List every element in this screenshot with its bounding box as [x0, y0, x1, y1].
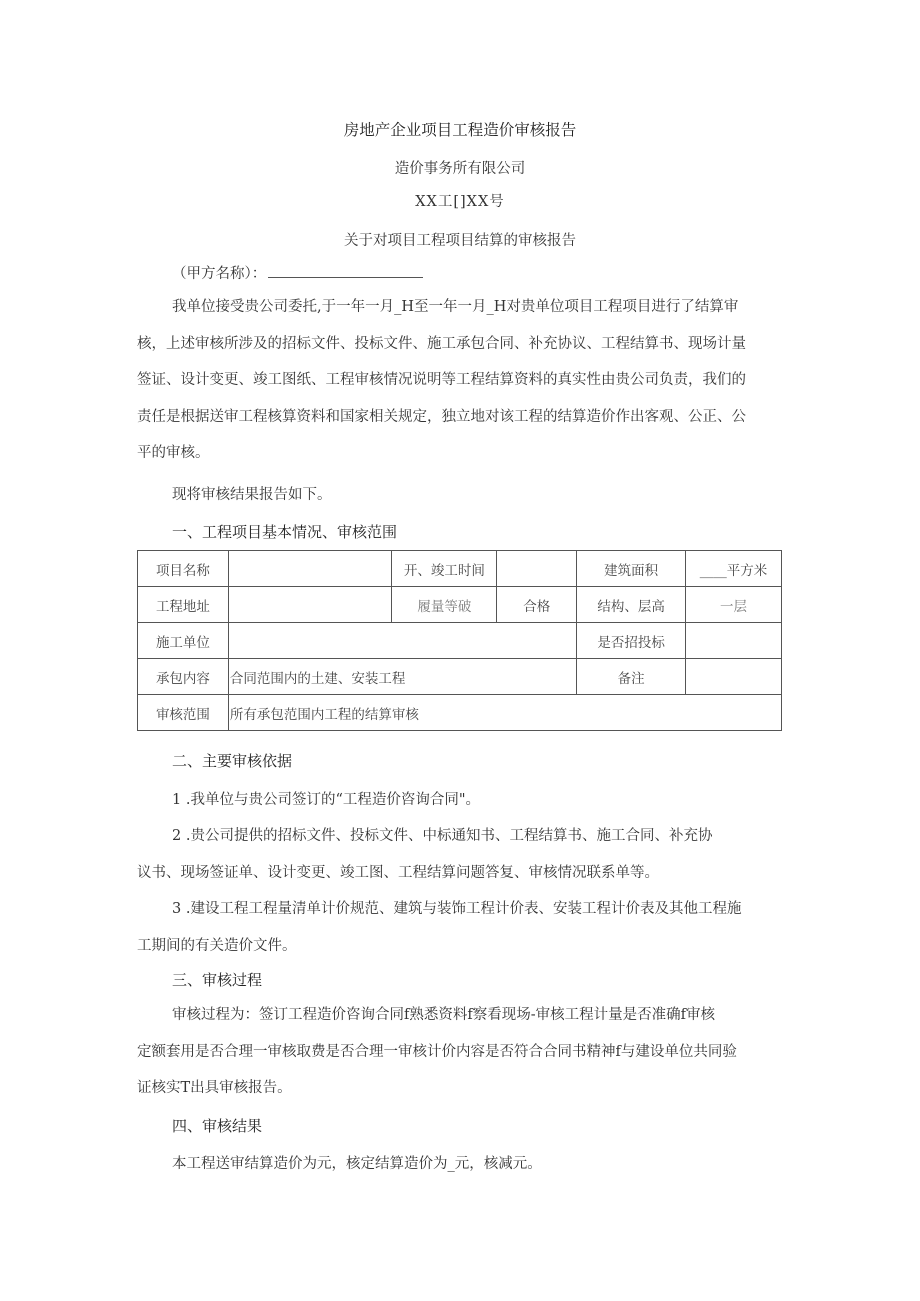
section1-heading: 一、工程项目基本情况、审核范围	[172, 523, 398, 541]
basis-item-3	[137, 891, 787, 964]
section2-heading: 二、主要审核依据	[172, 752, 293, 770]
bidding-label: 是否招投标	[577, 623, 686, 659]
table-row	[138, 659, 782, 695]
party-name-line	[172, 262, 423, 283]
contractor-label: 施工单位	[138, 623, 229, 659]
intro-line: 核，上述审核所涉及的招标文件、投标文件、施工承包合同、补充协议、工程结算书、现场计量	[137, 335, 746, 352]
intro-line: 责任是根据送审工程核算资料和国家相关规定，独立地对该工程的结算造价作出客观、公正、公	[137, 408, 746, 425]
intro-line: 我单位接受贵公司委托,于一年一月_H至一年一月_H对贵单位项目工程项目进行了结算审	[172, 299, 739, 315]
party-name-label: （甲方名称）：	[172, 266, 267, 282]
audit-result-text: 本工程送审结算造价为元，核定结算造价为_元，核减元。	[172, 1156, 542, 1172]
section4-heading: 四、审核结果	[172, 1117, 263, 1135]
project-info-table	[137, 550, 782, 731]
document-title: 房地产企业项目工程造价审核报告	[343, 121, 577, 139]
structure-value: 一层	[686, 587, 782, 623]
start-end-time-label: 开、竣工时间	[392, 551, 497, 587]
process-line: 审核过程为：签订工程造价咨询合同f熟悉资料f察看现场-审核工程计量是否准确f审核	[172, 1007, 715, 1023]
company-name: 造价事务所有限公司	[394, 161, 526, 177]
basis-item-1: 1 .我单位与贵公司签订的“工程造价咨询合同"。	[172, 792, 481, 808]
audit-scope-label: 审核范围	[138, 695, 229, 731]
table-row	[138, 695, 782, 731]
project-name-label: 项目名称	[138, 551, 229, 587]
bidding-value	[686, 623, 782, 659]
basis-line: 2 .贵公司提供的招标文件、投标文件、中标通知书、工程结算书、施工合同、补充协	[172, 828, 713, 844]
contract-scope-label: 承包内容	[138, 659, 229, 695]
intro-line: 平的审核。	[137, 445, 210, 461]
basis-line: 3 .建设工程工程量清单计价规范、建筑与装饰工程计价表、安装工程计价表及其他工程施	[172, 901, 742, 917]
contractor-value	[228, 623, 576, 659]
quality-value: 合格	[497, 587, 577, 623]
process-line: 证核实T出具审核报告。	[137, 1080, 292, 1096]
intro-paragraph	[137, 289, 787, 472]
document-number: XX工[]XX号	[415, 194, 505, 210]
audit-scope-value: 所有承包范围内工程的结算审核	[228, 695, 781, 731]
report-subject: 关于对项目工程项目结算的审核报告	[344, 233, 576, 249]
remarks-value	[686, 659, 782, 695]
table-row	[138, 551, 782, 587]
table-row	[138, 587, 782, 623]
basis-item-2	[137, 818, 787, 891]
address-label: 工程地址	[138, 587, 229, 623]
building-area-label: 建筑面积	[577, 551, 686, 587]
table-row	[138, 623, 782, 659]
start-end-time-value	[497, 551, 577, 587]
remarks-label: 备注	[577, 659, 686, 695]
basis-line: 工期间的有关造价文件。	[137, 937, 297, 954]
process-line: 定额套用是否合理一审核取费是否合理一审核计价内容是否符合合同书精神f与建设单位共同验	[137, 1043, 737, 1060]
intro-line: 签证、设计变更、竣工图纸、工程审核情况说明等工程结算资料的真实性由贵公司负责，我们的	[137, 372, 746, 388]
address-value	[228, 587, 392, 623]
party-name-blank	[268, 263, 423, 278]
structure-label: 结构、层高	[577, 587, 686, 623]
section3-heading: 三、审核过程	[172, 971, 263, 989]
audit-process-paragraph	[137, 997, 787, 1107]
project-name-value	[228, 551, 392, 587]
report-intro: 现将审核结果报告如下。	[172, 487, 332, 503]
building-area-value: ____平方米	[686, 551, 782, 587]
contract-scope-value: 合同范围内的土建、安装工程	[228, 659, 576, 695]
quality-label: 履量等破	[392, 587, 497, 623]
basis-line: 议书、现场签证单、设计变更、竣工图、工程结算问题答复、审核情况联系单等。	[137, 864, 659, 881]
